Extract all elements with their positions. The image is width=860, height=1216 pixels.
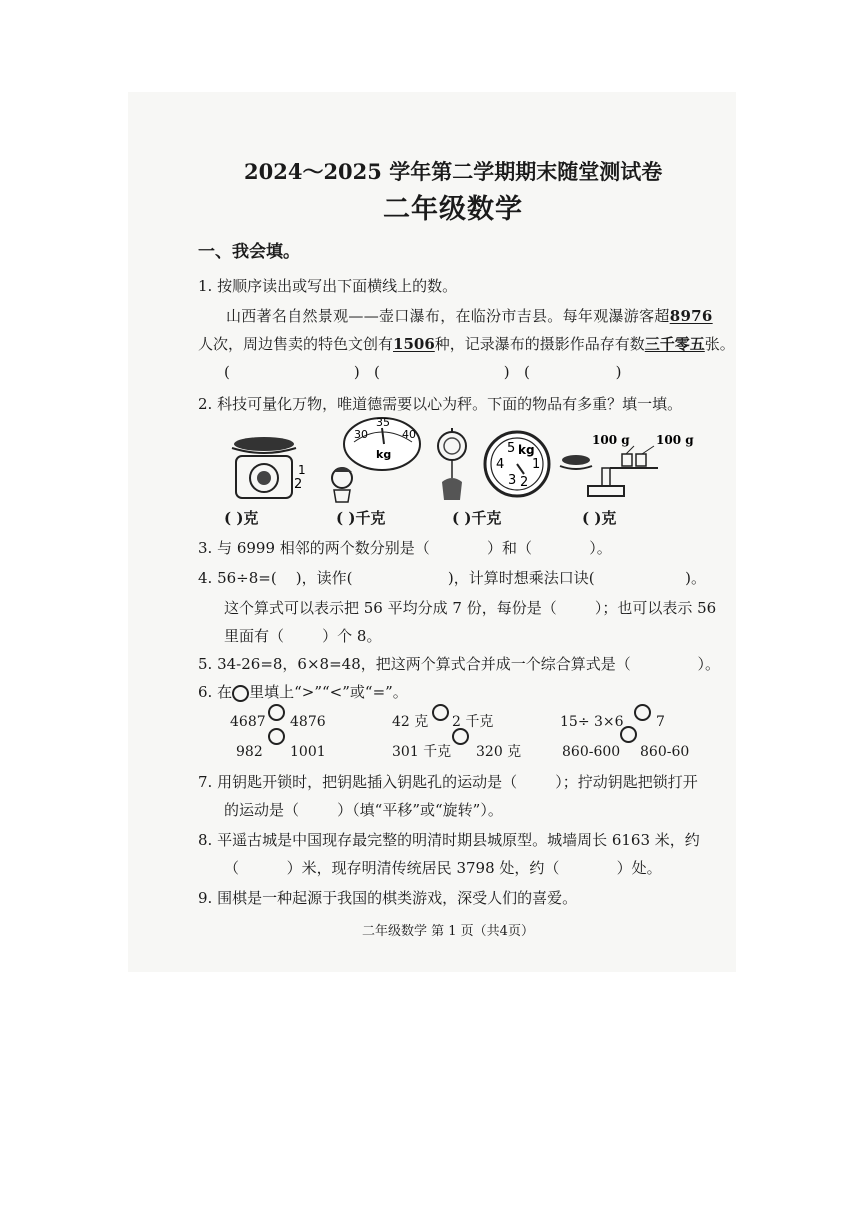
- q6-prompt: [198, 682, 408, 702]
- svg-text:2: 2: [294, 477, 303, 492]
- compare-row2c-left: 860-600: [562, 744, 621, 760]
- compare-row2-right: 1001: [290, 744, 326, 760]
- dial2-label-3: 3: [508, 473, 517, 488]
- q1-line2-text-b: 种，记录瀑布的摄影作品存有数: [434, 335, 645, 353]
- weight-label-right: 100 g: [656, 433, 694, 447]
- q2-answer-1[interactable]: ( )克: [224, 509, 259, 527]
- q1-number-visitors: 8976: [669, 307, 713, 325]
- dial2-unit: kg: [518, 443, 535, 457]
- compare-row2b-right: 320 克: [476, 744, 522, 760]
- q1-line1-text: 山西著名自然景观——壶口瀑布，在临汾市吉县。每年观瀑游客超: [226, 307, 670, 325]
- q1-line2-text-c: 张。: [704, 335, 735, 353]
- q3-text: 3. 与 6999 相邻的两个数分别是（ ）和（ ）。: [198, 539, 612, 557]
- spring-scale-figure: [432, 424, 472, 504]
- q7-line2: 的运动是（ ）（填“平移”或“旋转”）。: [224, 801, 503, 819]
- q4-line1: 4. 56÷8=( )，读作( )，计算时想乘法口诀( )。: [198, 569, 706, 587]
- q6-prompt-a: 6. 在: [198, 683, 233, 701]
- section-heading: 一、我会填。: [198, 242, 300, 262]
- compare-circle-2[interactable]: [432, 704, 449, 721]
- weight-label-left: 100 g: [592, 433, 630, 447]
- compare-row1-left: 4687: [230, 714, 266, 730]
- round-dial-figure: [482, 428, 552, 500]
- dial2-label-1: 1: [532, 457, 541, 472]
- compare-circle-4[interactable]: [268, 728, 285, 745]
- compare-circle-3[interactable]: [634, 704, 651, 721]
- compare-row1c-right: 7: [656, 714, 665, 730]
- exam-title: 2024～2025 学年第二学期期末随堂测试卷: [244, 159, 663, 184]
- compare-row1c-left: 15÷ 3×6: [560, 714, 624, 730]
- dial1-unit: kg: [376, 448, 392, 461]
- q1-number-photos: 三千零五: [644, 335, 705, 353]
- q2-prompt: 2. 科技可量化万物，唯道德需要以心为秤。下面的物品有多重？填一填。: [198, 395, 683, 413]
- compare-row2-left: 982: [236, 744, 263, 760]
- body-scale-figure: [320, 414, 424, 506]
- kitchen-scale-figure: [222, 434, 318, 502]
- dial2-label-2: 2: [520, 475, 529, 490]
- compare-circle-1[interactable]: [268, 704, 285, 721]
- q6-prompt-b: 里填上“>”“<”或“=”。: [249, 683, 408, 701]
- q8-line2: （ ）米，现存明清传统居民 3798 处，约（ ）处。: [224, 859, 662, 877]
- circle-icon: [232, 685, 249, 702]
- compare-circle-5[interactable]: [452, 728, 469, 745]
- compare-row1b-left: 42 克: [392, 714, 429, 730]
- q1-number-products: 1506: [393, 335, 435, 353]
- q1-prompt: 1. 按顺序读出或写出下面横线上的数。: [198, 277, 458, 295]
- q2-answer-3[interactable]: ( )千克: [452, 509, 502, 527]
- exam-subject: 二年级数学: [383, 194, 523, 225]
- dial1-left-label: 30: [354, 428, 368, 441]
- q1-line2-text-a: 人次，周边售卖的特色文创有: [198, 335, 394, 353]
- compare-row2c-right: 860-60: [640, 744, 690, 760]
- balance-scale-figure: [558, 430, 698, 502]
- dial1-top-label: 35: [376, 416, 390, 429]
- q8-line1: 8. 平遥古城是中国现存最完整的明清时期县城原型。城墙周长 6163 米，约: [198, 831, 700, 849]
- q7-line1: 7. 用钥匙开锁时，把钥匙插入钥匙孔的运动是（ ）；拧动钥匙把锁打开: [198, 773, 698, 791]
- q4-line2: 这个算式可以表示把 56 平均分成 7 份，每份是（ ）；也可以表示 56: [224, 599, 717, 617]
- q1-answer-blanks[interactable]: ( ) ( ) ( ): [224, 363, 622, 381]
- q5-text: 5. 34-26=8，6×8=48，把这两个算式合并成一个综合算式是（ ）。: [198, 655, 720, 673]
- q9-text: 9. 围棋是一种起源于我国的棋类游戏，深受人们的喜爱。: [198, 889, 578, 907]
- q4-line3: 里面有（ ）个 8。: [224, 627, 382, 645]
- compare-row2b-left: 301 千克: [392, 744, 452, 760]
- q2-answer-2[interactable]: ( )千克: [336, 509, 386, 527]
- q1-line1: [226, 306, 713, 326]
- dial2-label-4: 4: [496, 457, 505, 472]
- dial2-label-5: 5: [507, 441, 516, 456]
- compare-circle-6[interactable]: [620, 726, 637, 743]
- dial1-right-label: 40: [402, 428, 416, 441]
- page-footer: 二年级数学 第 1 页（共4页）: [362, 924, 534, 939]
- svg-text:1: 1: [298, 463, 306, 477]
- compare-row1b-right: 2 千克: [452, 714, 494, 730]
- q1-line2: [198, 334, 735, 354]
- compare-row1-right: 4876: [290, 714, 326, 730]
- q2-answer-4[interactable]: ( )克: [582, 509, 617, 527]
